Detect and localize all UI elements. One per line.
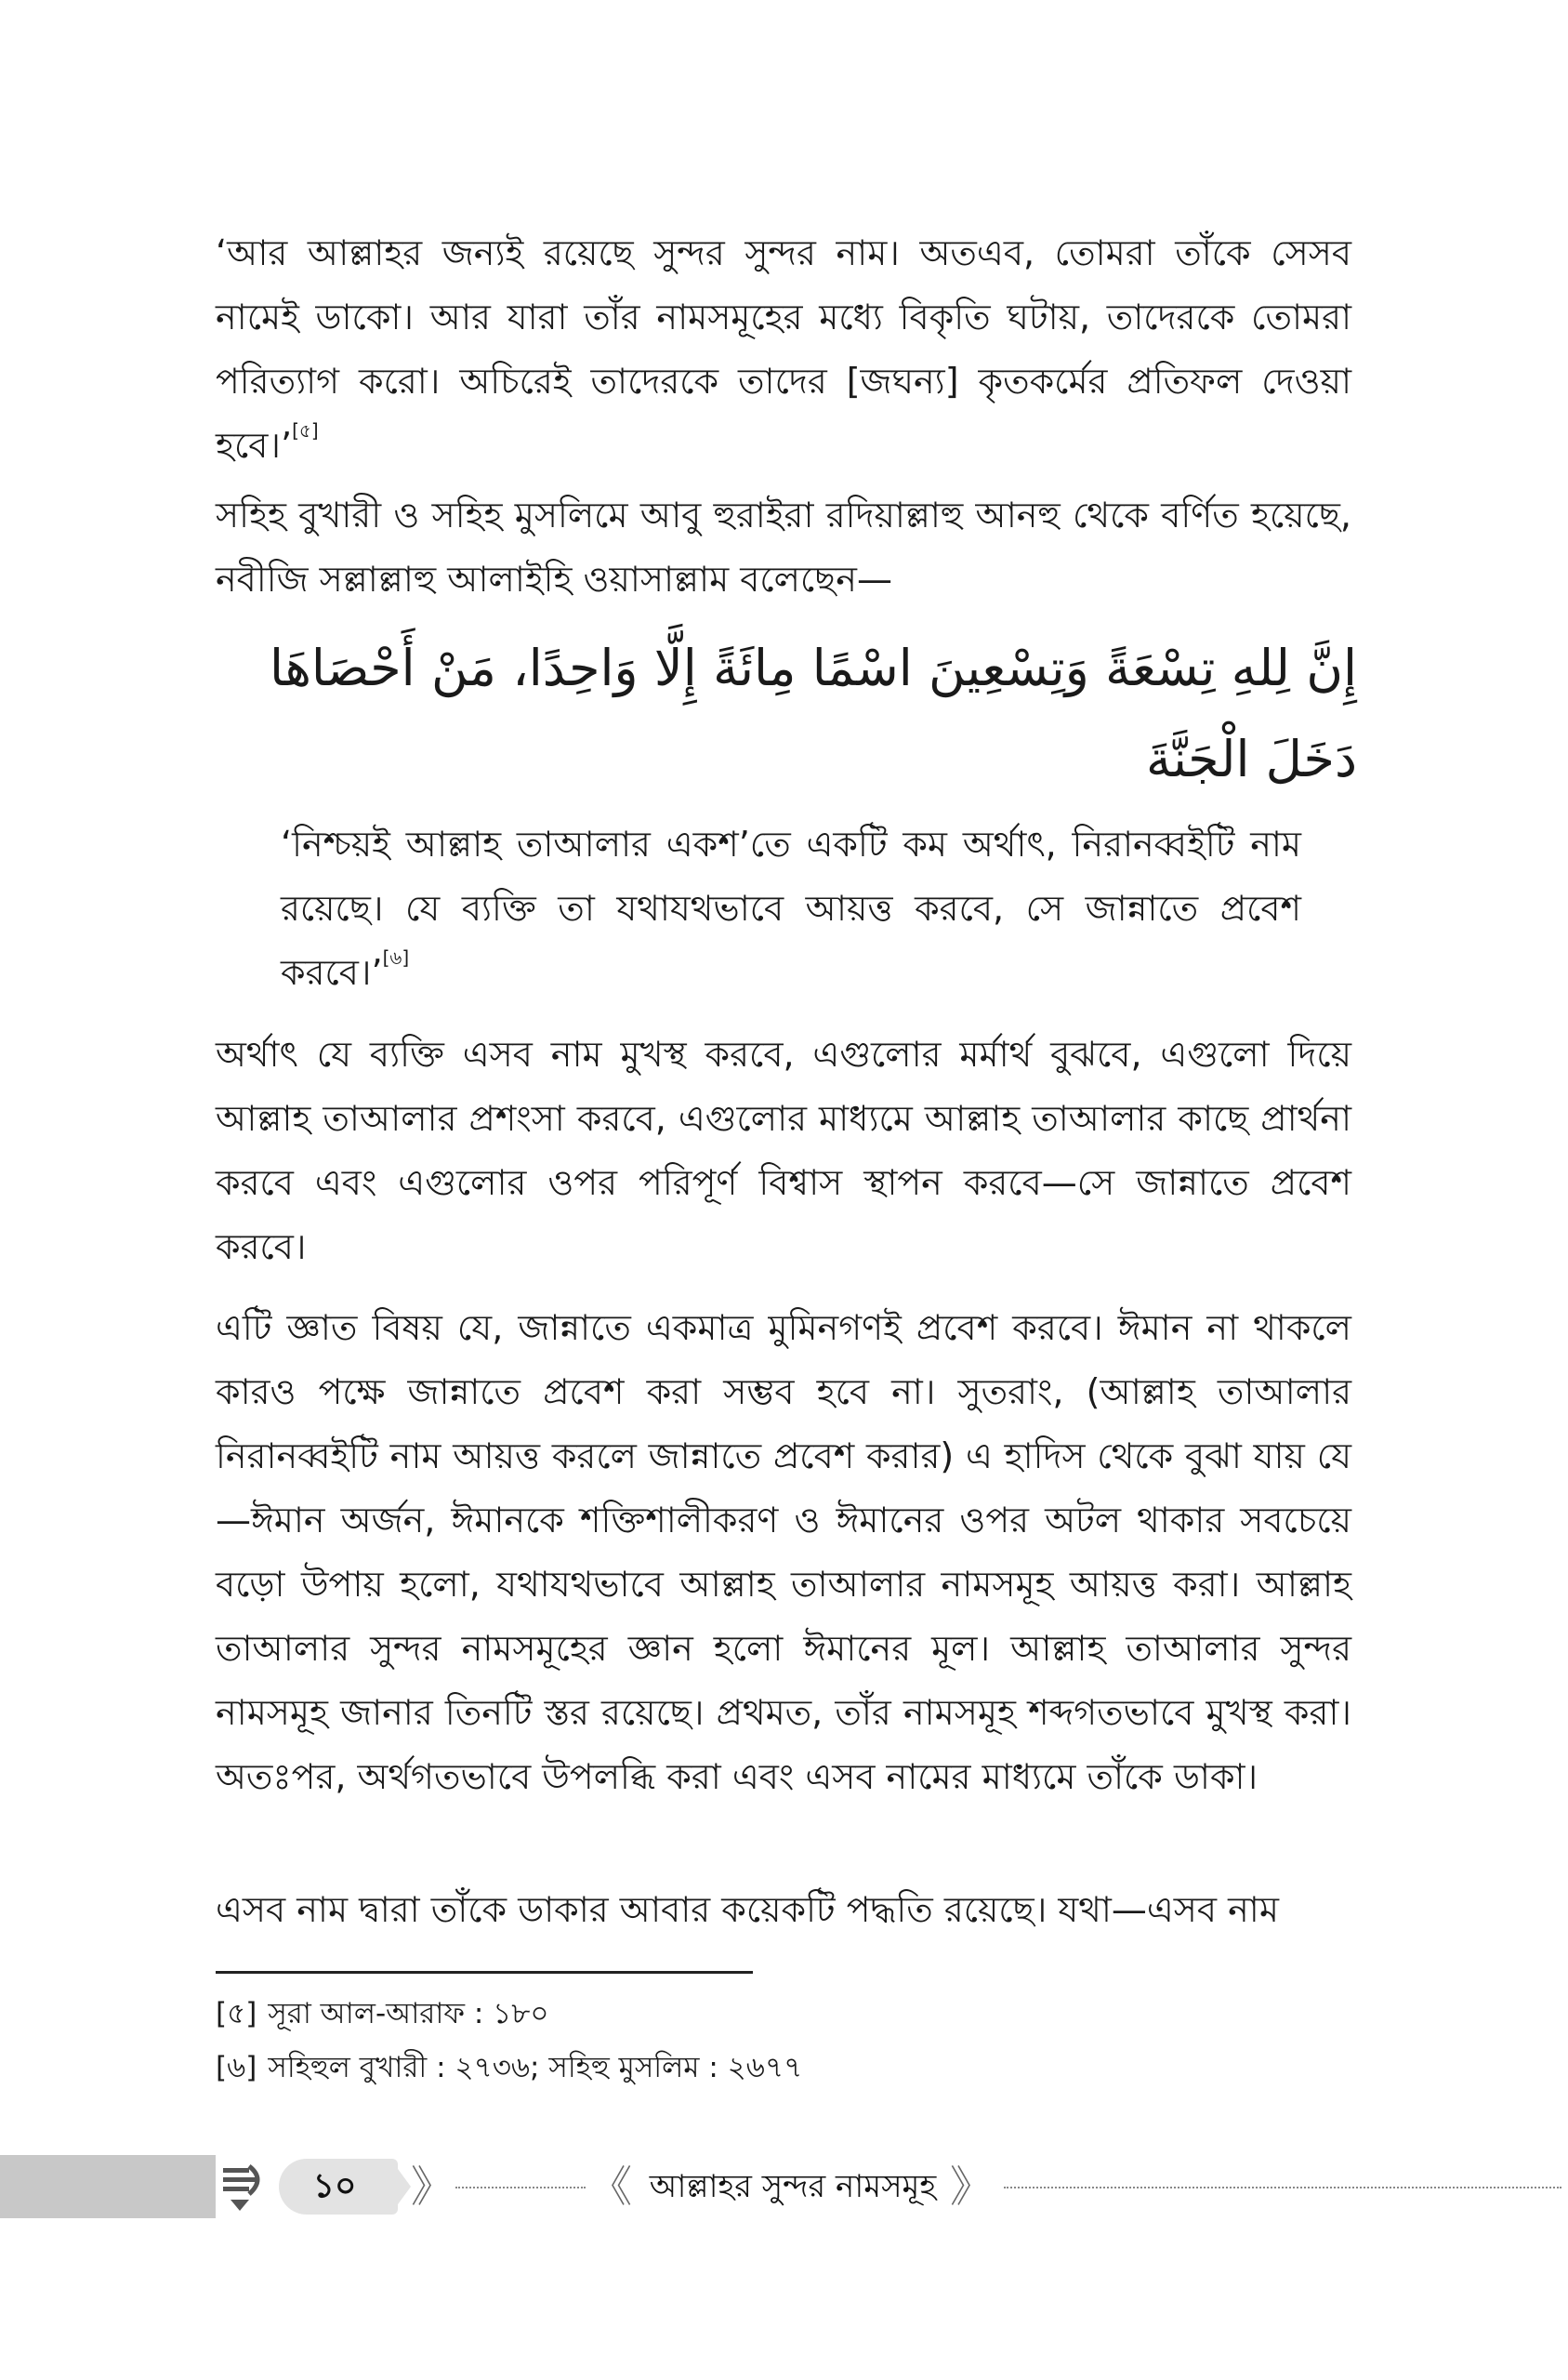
footer-dotted-line-left — [455, 2187, 586, 2188]
paragraph-text: এটি জ্ঞাত বিষয় যে, জান্নাতে একমাত্র মুমিনগণই প্রবেশ করবে। ঈমান না থাকলে কারও পক্ষে জান্নাতে প্রবেশ করা সম্ভব হবে না। সুতরাং, (আল্লাহ তাআলার নিরানব্বইটি নাম আয়ত্ত করলে জান্নাতে প্রবেশ করার) এ হাদিস থেকে বুঝা যায় যে—ঈমান অর্জন, ঈমানকে শক্তিশালীকরণ ও ঈমানের ওপর অটল থাকার সবচেয়ে বড়ো উপায় হলো, যথাযথভাবে আল্লাহ তাআলার নামসমূহ আয়ত্ত করা। আল্লাহ তাআলার সুন্দর নামসমূহের জ্ঞান হলো ঈমানের মূল। আল্লাহ তাআলার সুন্দর নামসমূহ জানার তিনটি স্তর রয়েছে। প্রথমত, তাঁর নামসমূহ শব্দগতভাবে মুখস্থ করা। অতঃপর, অর্থগতভাবে উপলব্ধি করা এবং এসব নামের মাধ্যমে তাঁকে ডাকা। — [216, 1307, 1351, 1797]
footnote-text: সহিহুল বুখারী : ২৭৩৬; সহিহু মুসলিম : ২৬৭৭ — [268, 2051, 803, 2084]
footer-gray-band — [0, 2155, 216, 2218]
paragraph-text: অর্থাৎ যে ব্যক্তি এসব নাম মুখস্থ করবে, এগুলোর মর্মার্থ বুঝবে, এগুলো দিয়ে আল্লাহ তাআলার প্রশংসা করবে, এগুলোর মাধ্যমে আল্লাহ তাআলার কাছে প্রার্থনা করবে এবং এগুলোর ওপর পরিপূর্ণ বিশ্বাস স্থাপন করবে—সে জান্নাতে প্রবেশ করবে। — [216, 1034, 1351, 1267]
page-number-pill-tip — [390, 2159, 411, 2215]
page-footer — [0, 2155, 1568, 2218]
paragraph-text: এসব নাম দ্বারা তাঁকে ডাকার আবার কয়েকটি পদ্ধতি রয়েছে। যথা—এসব নাম — [216, 1889, 1279, 1930]
footnote-number: [৫] — [216, 1997, 257, 2030]
quran-translation-paragraph — [216, 221, 1351, 478]
book-menu-icon — [217, 2159, 270, 2215]
chevron-left-icon: 《 — [589, 2162, 632, 2212]
chevron-right-icon: 》 — [411, 2162, 454, 2212]
footnote-6 — [216, 2049, 802, 2086]
chevron-right-icon: 》 — [950, 2162, 993, 2212]
iman-paragraph — [216, 1296, 1351, 1809]
footnote-divider — [216, 1971, 753, 1974]
page-number: ১০ — [312, 2167, 357, 2205]
footnote-number: [৬] — [216, 2051, 257, 2084]
footer-dotted-line-right — [1004, 2187, 1561, 2188]
methods-paragraph — [216, 1878, 1351, 1942]
paragraph-text: সহিহ বুখারী ও সহিহ মুসলিমে আবু হুরাইরা রদিয়াল্লাহু আনহু থেকে বর্ণিত হয়েছে, নবীজি সল্লাল্লাহু আলাইহি ওয়াসাল্লাম বলেছেন— — [216, 495, 1351, 600]
footnote-text: সূরা আল-আরাফ : ১৮০ — [268, 1997, 549, 2030]
footnote-5 — [216, 1995, 549, 2032]
running-title: আল্লাহর সুন্দর নামসমূহ — [649, 2168, 937, 2205]
footnote-ref-5[interactable]: [৫] — [292, 419, 319, 442]
footnote-ref-6[interactable]: [৬] — [382, 946, 410, 969]
explanation-paragraph — [216, 1023, 1351, 1279]
paragraph-text: ‘আর আল্লাহর জন্যই রয়েছে সুন্দর সুন্দর নাম। অতএব, তোমরা তাঁকে সেসব নামেই ডাকো। আর যারা তাঁর নামসমূহের মধ্যে বিকৃতি ঘটায়, তাদেরকে তোমরা পরিত্যাগ করো। অচিরেই তাদেরকে তাদের [জঘন্য] কৃতকর্মের প্রতিফল দেওয়া হবে।’ — [216, 232, 1351, 466]
hadith-intro-paragraph — [216, 483, 1351, 612]
arabic-hadith-text: إِنَّ لِلهِ تِسْعَةً وَتِسْعِينَ اسْمًا مِائَةً إِلَّا وَاحِدًا، مَنْ أَحْصَاهَا دَخَلَ الْجَنَّةَ — [270, 639, 1357, 788]
paragraph-text: ‘নিশ্চয়ই আল্লাহ তাআলার একশ’তে একটি কম অর্থাৎ, নিরানব্বইটি নাম রয়েছে। যে ব্যক্তি তা যথাযথভাবে আয়ত্ত করবে, সে জান্নাতে প্রবেশ করবে।’ — [281, 824, 1301, 993]
hadith-translation-paragraph — [281, 813, 1301, 1005]
